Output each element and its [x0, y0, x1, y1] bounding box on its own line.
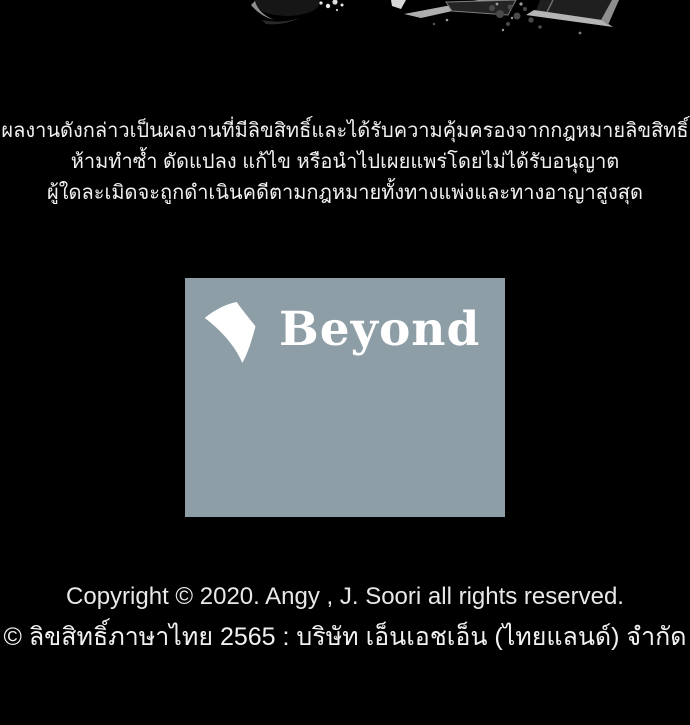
notice-line-3: ผู้ใดละเมิดจะถูกดำเนินคดีตามกฎหมายทั้งทางแพ่งและทางอาญาสูงสุด	[47, 182, 643, 204]
beyond-wing-logo-icon	[201, 300, 263, 366]
publisher-name: Beyond	[279, 301, 481, 357]
notice-line-2: ห้ามทำซ้ำ ดัดแปลง แก้ไข หรือนำไปเผยแพร่โดยไม่ได้รับอนุญาต	[70, 151, 620, 173]
copyright-notice	[0, 116, 690, 209]
copyright-thai: © ลิขสิทธิ์ภาษาไทย 2565 : บริษัท เอ็นเอชเอ็น (ไทยแลนด์) จำกัด	[3, 623, 687, 651]
publisher-box	[185, 278, 505, 517]
copyright-english: Copyright © 2020. Angy , J. Soori all rights reserved.	[66, 583, 624, 610]
publisher-logo-row	[201, 290, 489, 376]
notice-line-1: ผลงานดังกล่าวเป็นผลงานที่มีลิขสิทธิ์และได้รับความคุ้มครองจากกฎหมายลิขสิทธิ์	[1, 120, 689, 142]
comic-panel-fragment-icon	[0, 0, 690, 42]
